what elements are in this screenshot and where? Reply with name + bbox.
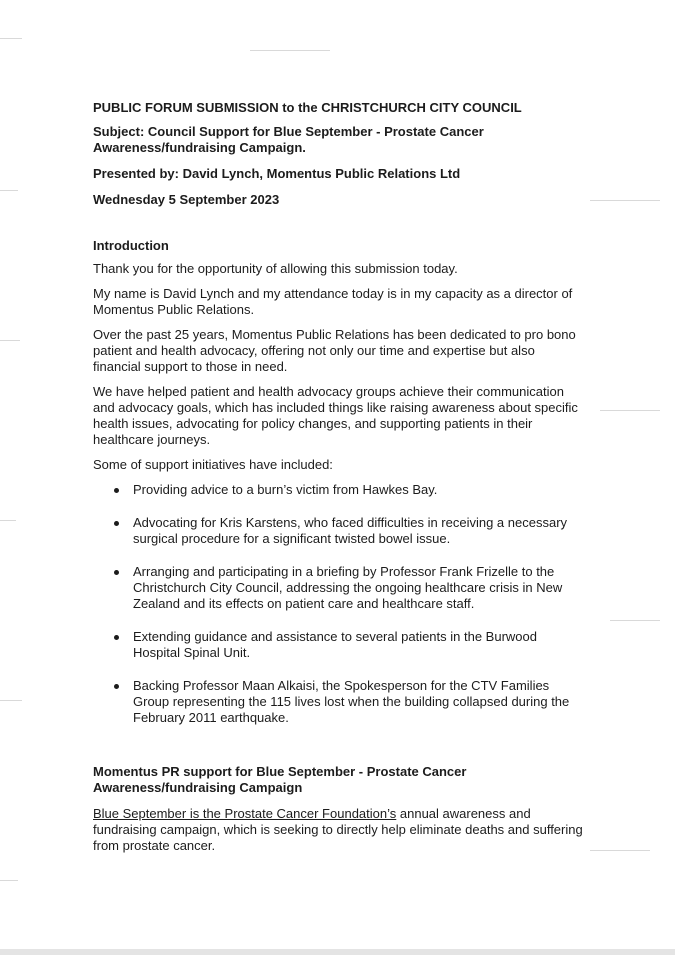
list-item-text: Arranging and participating in a briefing by Professor Frank Frizelle to the Christchurch City Council, addressing the ongoing healthcare crisis in New Zealand and its effects on patient care and healthcare staff. [133,564,563,611]
bullet-icon [114,521,119,526]
scan-artifact [0,700,22,701]
support-paragraph [93,806,585,854]
document-body [93,100,585,863]
scan-artifact [610,620,660,621]
intro-paragraph: My name is David Lynch and my attendance today is in my capacity as a director of Momentus Public Relations. [93,286,573,317]
bullet-icon [114,684,119,689]
bullet-icon [114,488,119,493]
scan-artifact [250,50,330,51]
support-section-heading: Momentus PR support for Blue September - Prostate Cancer Awareness/fundraising Campaign [93,764,467,795]
blue-september-link[interactable]: Blue September is the Prostate Cancer Foundation’s [93,806,397,821]
initiatives-list [93,482,585,726]
submission-title: PUBLIC FORUM SUBMISSION to the CHRISTCHURCH CITY COUNCIL [93,100,522,115]
submission-date: Wednesday 5 September 2023 [93,192,280,207]
submission-subject: Subject: Council Support for Blue September - Prostate Cancer Awareness/fundraising Campaign. [93,124,484,155]
scan-artifact [600,410,660,411]
intro-paragraph: We have helped patient and health advocacy groups achieve their communication and advocacy goals, which has included things like raising awareness about specific health issues, advocating for policy changes, and supporting patients in their healthcare journeys. [93,384,578,447]
list-item-text: Backing Professor Maan Alkaisi, the Spokesperson for the CTV Families Group representing the 115 lives lost when the building collapsed during the February 2011 earthquake. [133,678,570,725]
intro-paragraph: Over the past 25 years, Momentus Public Relations has been dedicated to pro bono patient and health advocacy, offering not only our time and expertise but also financial support to those in need. [93,327,576,374]
intro-paragraph: Thank you for the opportunity of allowing this submission today. [93,261,458,276]
presenter-line: Presented by: David Lynch, Momentus Public Relations Ltd [93,166,461,181]
scan-artifact [0,880,18,881]
list-item-text: Providing advice to a burn’s victim from Hawkes Bay. [133,482,438,497]
bullet-icon [114,570,119,575]
list-item [93,564,585,612]
list-item [93,482,585,498]
list-item [93,678,585,726]
scan-artifact [0,190,18,191]
support-paragraph-text: annual awareness and fundraising campaign, which is seeking to directly help eliminate deaths and suffering from prostate cancer. [93,806,583,853]
list-item-text: Extending guidance and assistance to several patients in the Burwood Hospital Spinal Unit. [133,629,537,660]
scan-artifact [0,38,22,39]
scan-artifact [590,850,650,851]
scan-artifact [590,200,660,201]
introduction-heading: Introduction [93,238,169,253]
page-bottom-edge [0,949,675,955]
intro-paragraph: Some of support initiatives have included: [93,457,333,472]
scan-artifact [0,340,20,341]
scan-artifact [0,520,16,521]
list-item-text: Advocating for Kris Karstens, who faced difficulties in receiving a necessary surgical procedure for a significant twisted bowel issue. [133,515,568,546]
list-item [93,515,585,547]
list-item [93,629,585,661]
bullet-icon [114,635,119,640]
